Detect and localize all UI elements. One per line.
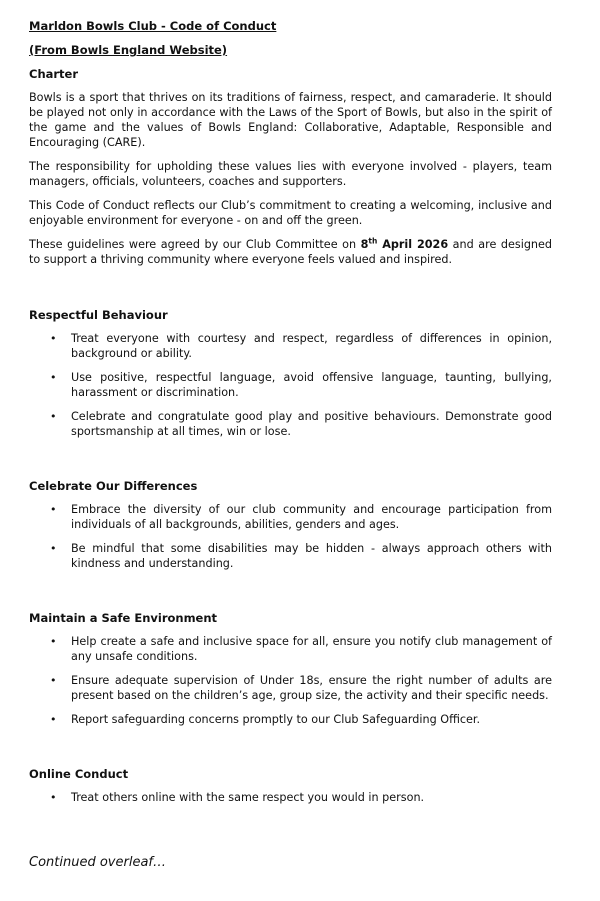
safe-environment-list <box>29 634 552 727</box>
list-item <box>29 541 552 571</box>
list-item <box>29 502 552 532</box>
respectful-behaviour-list <box>29 331 552 439</box>
list-item-text: Report safeguarding concerns promptly to our Club Safeguarding Officer. <box>71 713 481 726</box>
celebrate-differences-list <box>29 502 552 571</box>
charter-paragraph-1: Bowls is a sport that thrives on its traditions of fairness, respect, and camaraderie. It should be played not only in accordance with the Laws of the Sport of Bowls, but also in the spirit of the game and the values of Bowls England: Collaborative, Adaptable, Responsible and Encouraging (CARE). <box>29 91 552 149</box>
charter-paragraph-3: This Code of Conduct reflects our Club’s commitment to creating a welcoming, inclusive and enjoyable environment for everyone - on and off the green. <box>29 199 552 227</box>
continued-overleaf-note: Continued overleaf… <box>29 855 166 870</box>
list-item <box>29 409 552 439</box>
bullet-icon: • <box>50 713 57 726</box>
bullet-icon: • <box>50 791 57 804</box>
list-item-text: Treat everyone with courtesy and respect, regardless of differences in opinion, background or ability. <box>71 332 552 360</box>
bullet-icon: • <box>50 410 57 423</box>
list-item-text: Embrace the diversity of our club community and encourage participation from individuals of all backgrounds, abilities, genders and ages. <box>71 503 552 531</box>
list-item-text: Use positive, respectful language, avoid offensive language, taunting, bullying, harassment or discrimination. <box>71 371 552 399</box>
list-item-text: Celebrate and congratulate good play and positive behaviours. Demonstrate good sportsmanship at all times, win or lose. <box>71 410 552 438</box>
online-conduct-list <box>29 790 552 805</box>
bullet-icon: • <box>50 635 57 648</box>
list-item <box>29 790 552 805</box>
document-title: Marldon Bowls Club - Code of Conduct <box>29 19 277 33</box>
list-item-text: Ensure adequate supervision of Under 18s, ensure the right number of adults are present based on the children’s age, group size, the activity and their specific needs. <box>71 674 552 702</box>
list-item <box>29 634 552 664</box>
charter-paragraph-2: The responsibility for upholding these values lies with everyone involved - players, team managers, officials, volunteers, coaches and supporters. <box>29 160 552 188</box>
bullet-icon: • <box>50 332 57 345</box>
list-item <box>29 712 552 727</box>
agreement-text-start: These guidelines were agreed by our Club Committee on <box>29 238 361 251</box>
agreement-date-suffix: th <box>368 236 378 246</box>
agreement-date-month-year: April 2026 <box>377 238 449 251</box>
list-item <box>29 370 552 400</box>
list-item <box>29 673 552 703</box>
document-page <box>29 19 552 814</box>
bullet-icon: • <box>50 503 57 516</box>
charter-heading: Charter <box>29 67 79 81</box>
bullet-icon: • <box>50 542 57 555</box>
bullet-icon: • <box>50 674 57 687</box>
online-conduct-heading: Online Conduct <box>29 767 129 781</box>
agreement-date <box>361 238 449 251</box>
charter-paragraph-4 <box>29 237 552 267</box>
list-item-text: Be mindful that some disabilities may be hidden - always approach others with kindness and understanding. <box>71 542 552 570</box>
list-item-text: Help create a safe and inclusive space for all, ensure you notify club management of any unsafe conditions. <box>71 635 552 663</box>
respectful-behaviour-heading: Respectful Behaviour <box>29 308 168 322</box>
agreement-date-day: 8 <box>360 238 369 251</box>
celebrate-differences-heading: Celebrate Our Differences <box>29 479 198 493</box>
document-subtitle: (From Bowls England Website) <box>29 43 228 57</box>
agreement-text-end: and are designed to support a thriving community where everyone feels valued and inspired. <box>29 238 552 266</box>
safe-environment-heading: Maintain a Safe Environment <box>29 611 218 625</box>
list-item <box>29 331 552 361</box>
bullet-icon: • <box>50 371 57 384</box>
list-item-text: Treat others online with the same respect you would in person. <box>71 791 425 804</box>
